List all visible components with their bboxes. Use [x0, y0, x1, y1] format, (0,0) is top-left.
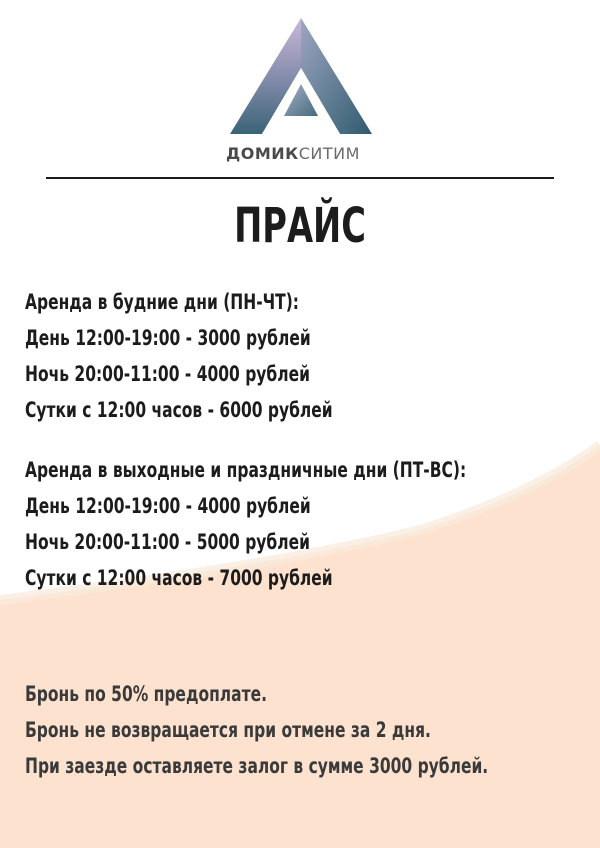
weekday-heading: Аренда в будние дни (ПН-ЧТ):	[25, 290, 300, 314]
note-deposit: При заезде оставляете залог в сумме 3000 рублей.	[25, 754, 489, 778]
brand-logo	[222, 16, 382, 166]
page-title: ПРАЙС	[234, 198, 366, 254]
weekday-day-rate: День 12:00-19:00 - 3000 рублей	[25, 326, 311, 350]
weekend-heading: Аренда в выходные и праздничные дни (ПТ-ВС):	[25, 458, 467, 482]
weekend-section	[25, 452, 563, 596]
weekend-night-rate: Ночь 20:00-11:00 - 5000 рублей	[25, 530, 310, 554]
weekend-24h-rate: Сутки с 12:00 часов - 7000 рублей	[25, 566, 333, 590]
weekday-section	[25, 284, 400, 428]
weekend-day-rate: День 12:00-19:00 - 4000 рублей	[25, 494, 311, 518]
triangle-a-logo-icon	[222, 16, 382, 141]
brand-name	[226, 144, 381, 164]
brand-name-light: СИТИМ	[298, 144, 360, 163]
header-divider	[46, 177, 554, 179]
note-prepayment: Бронь по 50% предоплате.	[25, 682, 267, 706]
booking-notes	[25, 676, 590, 784]
weekday-24h-rate: Сутки с 12:00 часов - 6000 рублей	[25, 398, 333, 422]
note-no-refund: Бронь не возвращается при отмене за 2 дня.	[25, 718, 431, 742]
weekday-night-rate: Ночь 20:00-11:00 - 4000 рублей	[25, 362, 310, 386]
brand-name-bold: ДОМИК	[226, 144, 299, 163]
